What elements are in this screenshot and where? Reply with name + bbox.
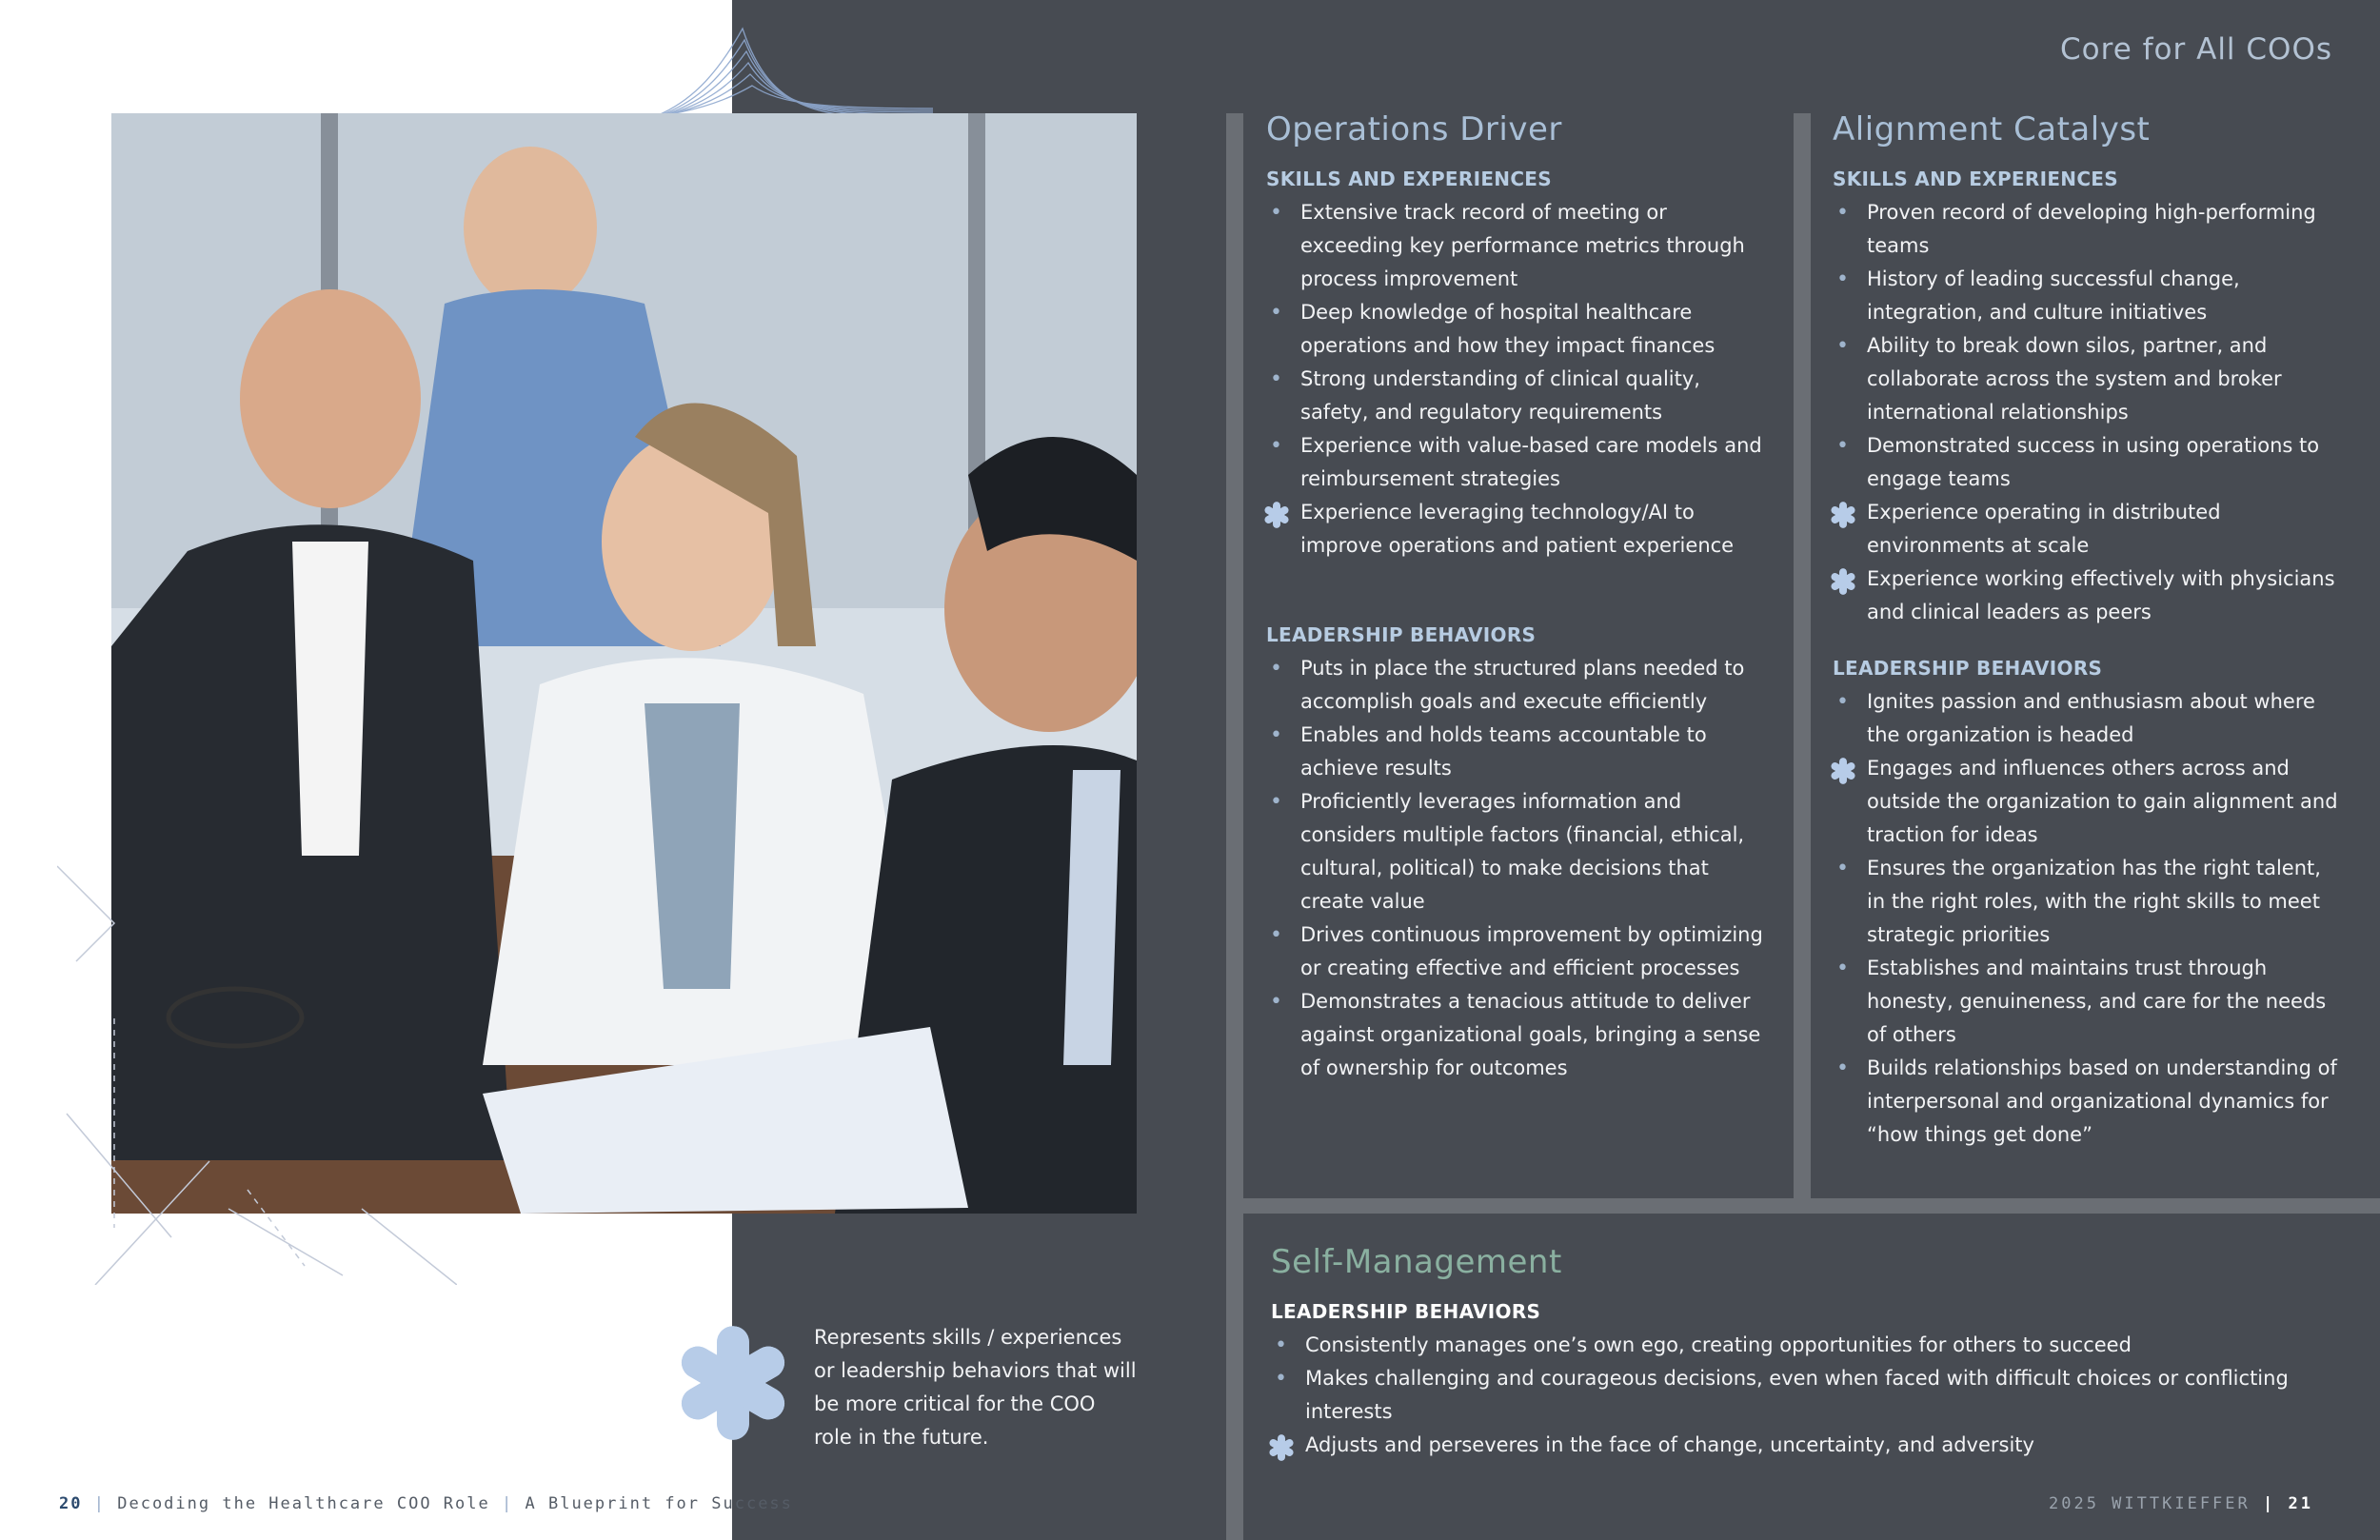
list-item	[1266, 429, 1771, 496]
operations-driver-column	[1266, 110, 1771, 1085]
list-item	[1833, 852, 2342, 952]
section-divider-horizontal	[1226, 1198, 2380, 1214]
footer-right-separator: |	[2263, 1494, 2276, 1513]
future-critical-star-icon	[1267, 1433, 1296, 1462]
list-item	[1833, 263, 2342, 329]
self-management-behaviors-heading: LEADERSHIP BEHAVIORS	[1271, 1300, 1541, 1323]
list-item-text: Drives continuous improvement by optimizing or creating effective and efficient processes	[1300, 923, 1763, 979]
bullet-dot-icon: •	[1270, 657, 1282, 681]
operations-driver-title: Operations Driver	[1266, 110, 1562, 148]
list-item-text: Engages and influences others across and outside the organization to gain alignment and traction for ideas	[1867, 757, 2338, 846]
future-critical-star-icon	[1829, 501, 1857, 529]
bullet-dot-icon: •	[1836, 690, 1849, 714]
legend-description: Represents skills / experiences or leadership behaviors that will be more critical for the COO role in the future.	[814, 1326, 1137, 1449]
bullet-dot-icon: •	[1836, 267, 1849, 291]
list-item-text: Experience leveraging technology/AI to improve operations and patient experience	[1300, 501, 1735, 557]
alignment-behaviors-list	[1833, 685, 2342, 1152]
list-item	[1833, 563, 2342, 629]
list-item-text: Proven record of developing high-performing teams	[1867, 201, 2316, 257]
list-item-text: Deep knowledge of hospital healthcare operations and how they impact finances	[1300, 301, 1716, 357]
list-item-text: Enables and holds teams accountable to achieve results	[1300, 723, 1707, 780]
alignment-catalyst-title: Alignment Catalyst	[1833, 110, 2151, 148]
list-item	[1271, 1429, 2337, 1462]
list-item-text: Experience working effectively with physicians and clinical leaders as peers	[1867, 567, 2335, 623]
self-management-behaviors-list	[1271, 1329, 2337, 1462]
list-item	[1266, 719, 1771, 785]
list-item-text: Ensures the organization has the right talent, in the right roles, with the right skills to meet strategic priorities	[1867, 857, 2321, 946]
bullet-dot-icon: •	[1270, 923, 1282, 947]
list-item	[1833, 952, 2342, 1052]
list-item	[1833, 496, 2342, 563]
decorative-blueprint-lines	[57, 828, 457, 1285]
right-page-number: 21	[2288, 1494, 2313, 1513]
list-item-text: Ability to break down silos, partner, and collaborate across the system and broker international relationships	[1867, 334, 2282, 424]
alignment-skills-list	[1833, 196, 2342, 629]
bullet-dot-icon: •	[1270, 990, 1282, 1014]
alignment-catalyst-column	[1833, 110, 2342, 1152]
list-item	[1833, 196, 2342, 263]
future-critical-star-icon	[1829, 567, 1857, 596]
list-item	[1833, 685, 2342, 752]
list-item-text: Experience operating in distributed environments at scale	[1867, 501, 2221, 557]
bullet-dot-icon: •	[1836, 857, 1849, 880]
alignment-behaviors-heading: LEADERSHIP BEHAVIORS	[1833, 657, 2103, 680]
bullet-dot-icon: •	[1836, 957, 1849, 980]
list-item	[1833, 429, 2342, 496]
list-item-text: Adjusts and perseveres in the face of change, uncertainty, and adversity	[1305, 1433, 2034, 1456]
footer-right	[2049, 1494, 2313, 1513]
list-item-text: Makes challenging and courageous decisions, even when faced with difficult choices or conflicting interests	[1305, 1367, 2289, 1423]
self-management-section	[1271, 1243, 2337, 1462]
list-item	[1266, 363, 1771, 429]
list-item	[1266, 785, 1771, 918]
list-item-text: Demonstrated success in using operations to engage teams	[1867, 434, 2320, 490]
future-critical-star-icon	[1262, 501, 1291, 529]
list-item	[1266, 652, 1771, 719]
bullet-dot-icon: •	[1275, 1367, 1287, 1391]
footer-brand: 2025 WITTKIEFFER	[2049, 1494, 2251, 1513]
list-item	[1266, 496, 1771, 563]
footer-left-separator-1: |	[93, 1494, 106, 1513]
page-corner-title: Core for All COOs	[2060, 32, 2332, 67]
operations-skills-heading: SKILLS AND EXPERIENCES	[1266, 168, 1552, 190]
bullet-dot-icon: •	[1270, 201, 1282, 225]
list-item-text: Puts in place the structured plans needed to accomplish goals and execute efficiently	[1300, 657, 1745, 713]
list-item	[1266, 296, 1771, 363]
list-item-text: History of leading successful change, integration, and culture initiatives	[1867, 267, 2240, 324]
list-item-text: Experience with value-based care models and reimbursement strategies	[1300, 434, 1762, 490]
footer-left-title-2: A Blueprint for Success	[525, 1494, 793, 1513]
list-item	[1833, 329, 2342, 429]
footer-left-separator-2: |	[502, 1494, 514, 1513]
list-item-text: Establishes and maintains trust through honesty, genuineness, and care for the needs of others	[1867, 957, 2327, 1046]
list-item	[1833, 1052, 2342, 1152]
list-item	[1833, 752, 2342, 852]
list-item-text: Ignites passion and enthusiasm about where the organization is headed	[1867, 690, 2315, 746]
list-item-text: Extensive track record of meeting or exceeding key performance metrics through process improvement	[1300, 201, 1745, 290]
bullet-dot-icon: •	[1836, 1056, 1849, 1080]
self-management-title: Self-Management	[1271, 1243, 1562, 1281]
list-item-text: Builds relationships based on understanding of interpersonal and organizational dynamics for “how things get done”	[1867, 1056, 2337, 1146]
operations-skills-list	[1266, 196, 1771, 563]
future-critical-star-icon	[1829, 757, 1857, 785]
bullet-dot-icon: •	[1270, 301, 1282, 325]
list-item	[1266, 985, 1771, 1085]
bullet-dot-icon: •	[1275, 1333, 1287, 1357]
asterisk-star-icon	[671, 1321, 795, 1445]
bullet-dot-icon: •	[1270, 723, 1282, 747]
alignment-skills-heading: SKILLS AND EXPERIENCES	[1833, 168, 2118, 190]
list-item-text: Demonstrates a tenacious attitude to deliver against organizational goals, bringing a sense of ownership for outcomes	[1300, 990, 1761, 1079]
left-page-number: 20	[59, 1494, 83, 1513]
bullet-dot-icon: •	[1836, 434, 1849, 458]
column-divider-middle	[1794, 113, 1811, 1198]
list-item-text: Proficiently leverages information and considers multiple factors (financial, ethical, cultural, political) to make decisions that create value	[1300, 790, 1745, 913]
operations-behaviors-list	[1266, 652, 1771, 1085]
list-item	[1266, 918, 1771, 985]
footer-left-title-1: Decoding the Healthcare COO Role	[117, 1494, 490, 1513]
bullet-dot-icon: •	[1270, 434, 1282, 458]
list-item	[1271, 1362, 2337, 1429]
operations-behaviors-heading: LEADERSHIP BEHAVIORS	[1266, 623, 1537, 646]
list-item-text: Consistently manages one’s own ego, creating opportunities for others to succeed	[1305, 1333, 2132, 1356]
bullet-dot-icon: •	[1270, 790, 1282, 814]
bullet-dot-icon: •	[1836, 334, 1849, 358]
list-item	[1266, 196, 1771, 296]
footer-left	[59, 1494, 793, 1513]
bullet-dot-icon: •	[1270, 367, 1282, 391]
column-divider-left	[1226, 113, 1243, 1540]
bullet-dot-icon: •	[1836, 201, 1849, 225]
list-item	[1271, 1329, 2337, 1362]
list-item-text: Strong understanding of clinical quality, safety, and regulatory requirements	[1300, 367, 1700, 424]
